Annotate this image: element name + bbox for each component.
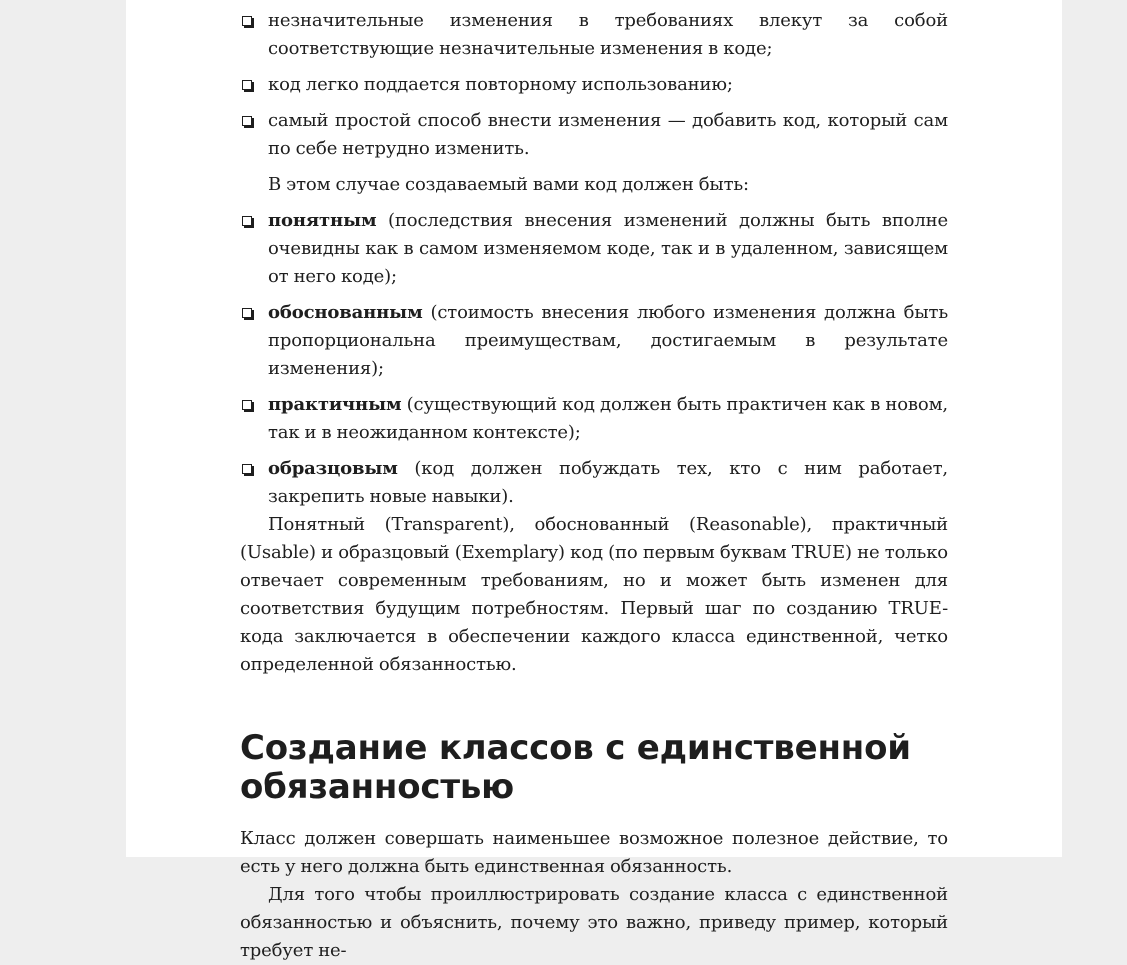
checkbox-bullet-icon [242, 16, 252, 26]
list-item [240, 207, 948, 291]
list-item-text: код легко поддается повторному использованию; [268, 74, 733, 95]
checkbox-bullet-icon [242, 80, 252, 90]
checkbox-bullet-icon [242, 400, 252, 410]
body-paragraph: Понятный (Transparent), обоснованный (Reasonable), практичный (Usable) и образцовый (Exemplary) код (по первым буквам TRUE) не только отвечает современным требованиям, но и может быть изменен для соответствия будущим потребностям. Первый шаг по созданию TRUE-кода заключается в обеспечении каждого класса единственной, четко определенной обязанностью. [240, 514, 948, 675]
list-item [240, 455, 948, 511]
section-heading: Создание классов с единственной обязанностью [240, 728, 911, 807]
list-item [240, 7, 948, 63]
checkbox-bullet-icon [242, 308, 252, 318]
checkbox-bullet-icon [242, 216, 252, 226]
quality-term: понятным [268, 210, 377, 231]
list-item [240, 299, 948, 383]
intro-text: В этом случае создаваемый вами код должен быть: [268, 174, 749, 195]
body-paragraph: Для того чтобы проиллюстрировать создание класса с единственной обязанностью и объяснить, почему это важно, приведу пример, который требует не- [240, 884, 948, 961]
checkbox-bullet-icon [242, 464, 252, 474]
quality-description: (существующий код должен быть практичен как в новом, так и в неожиданном контексте); [268, 394, 948, 443]
quality-description: (последствия внесения изменений должны быть вполне очевидны как в самом изменяемом коде, так и в удаленном, зависящем от него коде); [268, 210, 948, 287]
list-item [240, 71, 948, 99]
page-content [240, 7, 948, 965]
quality-term: образцовым [268, 458, 398, 479]
quality-description: (код должен побуждать тех, кто с ним работает, закрепить новые навыки). [268, 458, 948, 507]
list-item-text: незначительные изменения в требованиях влекут за собой соответствующие незначительные изменения в коде; [268, 10, 948, 59]
list-item [240, 391, 948, 447]
list-item [240, 107, 948, 163]
quality-term: практичным [268, 394, 402, 415]
body-paragraph: Класс должен совершать наименьшее возможное полезное действие, то есть у него должна быть единственная обязанность. [240, 828, 948, 877]
list-item-text: самый простой способ внести изменения — добавить код, который сам по себе нетрудно изменить. [268, 110, 948, 159]
book-page [126, 0, 1062, 961]
checkbox-bullet-icon [242, 116, 252, 126]
quality-term: обоснованным [268, 302, 423, 323]
quality-description: (стоимость внесения любого изменения должна быть пропорциональна преимуществам, достигаемым в результате изменения); [268, 302, 948, 379]
